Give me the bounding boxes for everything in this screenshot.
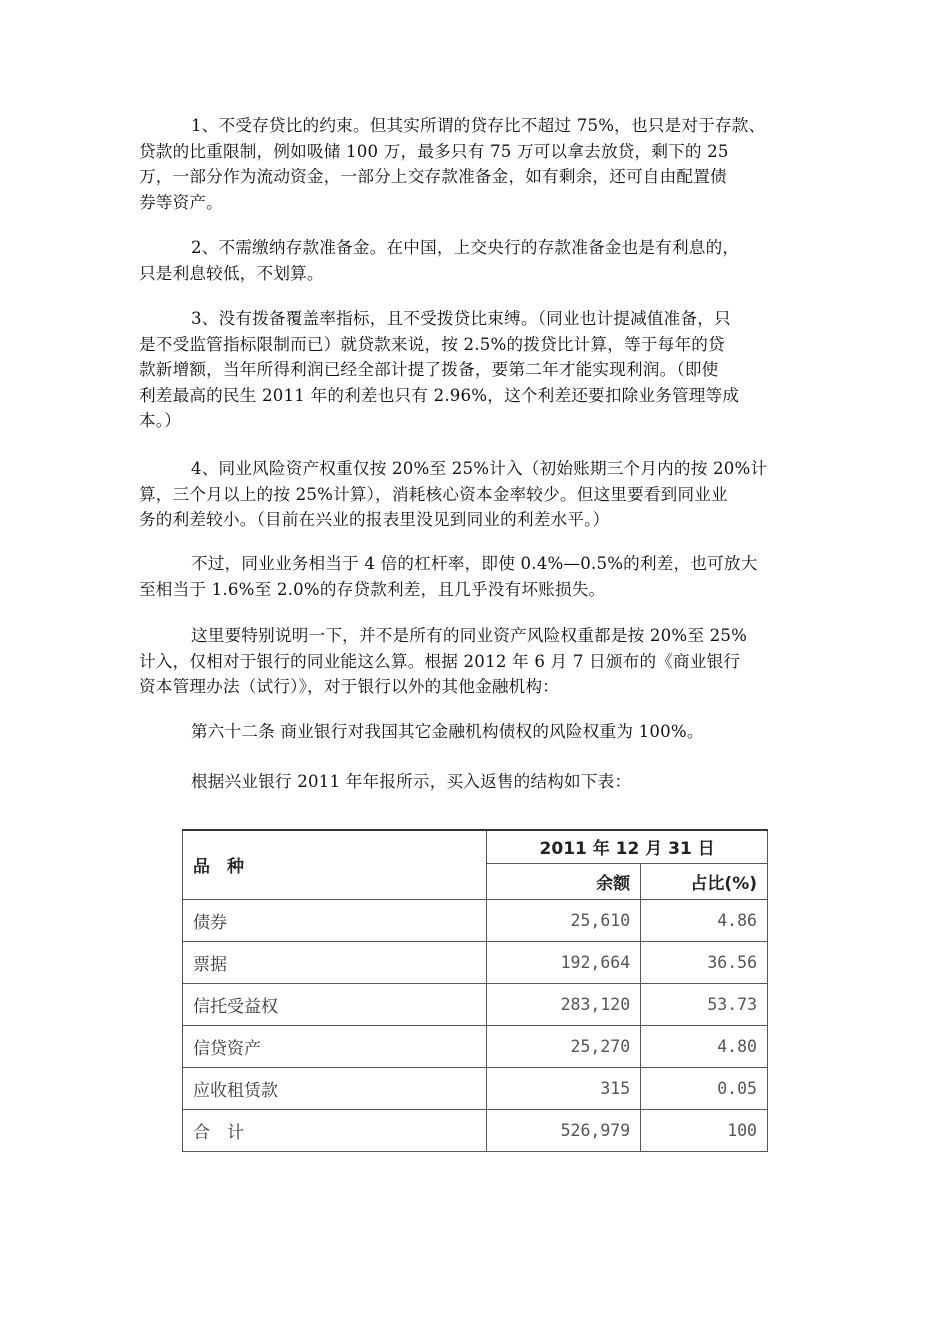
text-line: 算，三个月以上的按 25%计算），消耗核心资本金率较少。但这里要看到同业业 bbox=[139, 484, 728, 504]
text-line: 3、没有拨备覆盖率指标，且不受拨贷比束缚。（同业也计提减值准备，只 bbox=[191, 309, 731, 328]
text-line: 4、同业风险资产权重仅按 20%至 25%计入（初始账期三个月内的按 20%计 bbox=[191, 459, 768, 478]
table-row bbox=[183, 1067, 768, 1109]
text-line: 利差最高的民生 2011 年的利差也只有 2.96%，这个利差还要扣除业务管理等成 bbox=[139, 385, 740, 405]
header-category: 品 种 bbox=[183, 830, 487, 899]
header-date: 2011 年 12 月 31 日 bbox=[487, 830, 768, 863]
row-balance: 283,120 bbox=[487, 983, 641, 1025]
row-name: 票据 bbox=[183, 941, 487, 983]
row-share: 53.73 bbox=[641, 983, 768, 1025]
row-name: 应收租赁款 bbox=[183, 1067, 487, 1109]
row-balance: 25,270 bbox=[487, 1025, 641, 1067]
header-share: 占比(%) bbox=[641, 863, 768, 899]
row-share: 4.80 bbox=[641, 1025, 768, 1067]
paragraph-3 bbox=[139, 306, 811, 434]
paragraph-8 bbox=[139, 769, 811, 795]
paragraph-5 bbox=[139, 551, 811, 602]
text-line: 1、不受存贷比的约束。但其实所谓的贷存比不超过 75%，也只是对于存款、 bbox=[191, 116, 766, 135]
row-balance: 315 bbox=[487, 1067, 641, 1109]
text-line: 这里要特别说明一下，并不是所有的同业资产风险权重都是按 20%至 25% bbox=[191, 626, 748, 645]
row-balance: 526,979 bbox=[487, 1109, 641, 1151]
paragraph-4 bbox=[139, 456, 811, 533]
table-total-row bbox=[183, 1109, 768, 1151]
text-line: 贷款的比重限制，例如吸储 100 万，最多只有 75 万可以拿去放贷，剩下的 25 bbox=[139, 141, 729, 161]
row-balance: 25,610 bbox=[487, 899, 641, 941]
row-name: 信托受益权 bbox=[183, 983, 487, 1025]
row-balance: 192,664 bbox=[487, 941, 641, 983]
table-row bbox=[183, 1025, 768, 1067]
text-line: 根据兴业银行 2011 年年报所示，买入返售的结构如下表： bbox=[191, 772, 632, 791]
paragraph-7 bbox=[139, 719, 811, 745]
paragraph-6 bbox=[139, 623, 811, 700]
text-line: 计入，仅相对于银行的同业能这么算。根据 2012 年 6 月 7 日颁布的《商业银行 bbox=[139, 651, 741, 671]
row-name: 合 计 bbox=[183, 1109, 487, 1151]
text-line: 资本管理办法（试行）》，对于银行以外的其他金融机构： bbox=[139, 677, 560, 696]
text-line: 至相当于 1.6%至 2.0%的存贷款利差，且几乎没有坏账损失。 bbox=[139, 579, 606, 599]
text-line: 万，一部分作为流动资金，一部分上交存款准备金，如有剩余，还可自由配置债 bbox=[139, 167, 727, 186]
text-line: 券等资产。 bbox=[139, 192, 223, 212]
table-row bbox=[183, 941, 768, 983]
text-line: 只是利息较低，不划算。 bbox=[139, 263, 324, 283]
text-line: 款新增额，当年所得利润已经全部计提了拨备，要第二年才能实现利润。（即使 bbox=[139, 360, 719, 379]
paragraph-1 bbox=[139, 113, 811, 215]
row-share: 0.05 bbox=[641, 1067, 768, 1109]
header-balance: 余额 bbox=[487, 863, 641, 899]
paragraph-2 bbox=[139, 235, 811, 286]
table-header-row bbox=[183, 830, 768, 863]
text-line: 是不受监管指标限制而已）就贷款来说，按 2.5%的拨贷比计算，等于每年的贷 bbox=[139, 334, 725, 354]
row-share: 36.56 bbox=[641, 941, 768, 983]
row-name: 债券 bbox=[183, 899, 487, 941]
row-share: 100 bbox=[641, 1109, 768, 1151]
text-line: 第六十二条 商业银行对我国其它金融机构债权的风险权重为 100%。 bbox=[191, 722, 704, 741]
row-name: 信贷资产 bbox=[183, 1025, 487, 1067]
text-line: 本。） bbox=[139, 411, 182, 430]
text-line: 务的利差较小。（目前在兴业的报表里没见到同业的利差水平。） bbox=[139, 510, 610, 529]
row-share: 4.86 bbox=[641, 899, 768, 941]
reverse-repo-structure-table bbox=[182, 829, 768, 1152]
table-row bbox=[183, 899, 768, 941]
text-line: 2、不需缴纳存款准备金。在中国，上交央行的存款准备金也是有利息的， bbox=[191, 238, 740, 257]
table-row bbox=[183, 983, 768, 1025]
text-line: 不过，同业业务相当于 4 倍的杠杆率，即使 0.4%—0.5%的利差，也可放大 bbox=[191, 554, 758, 573]
